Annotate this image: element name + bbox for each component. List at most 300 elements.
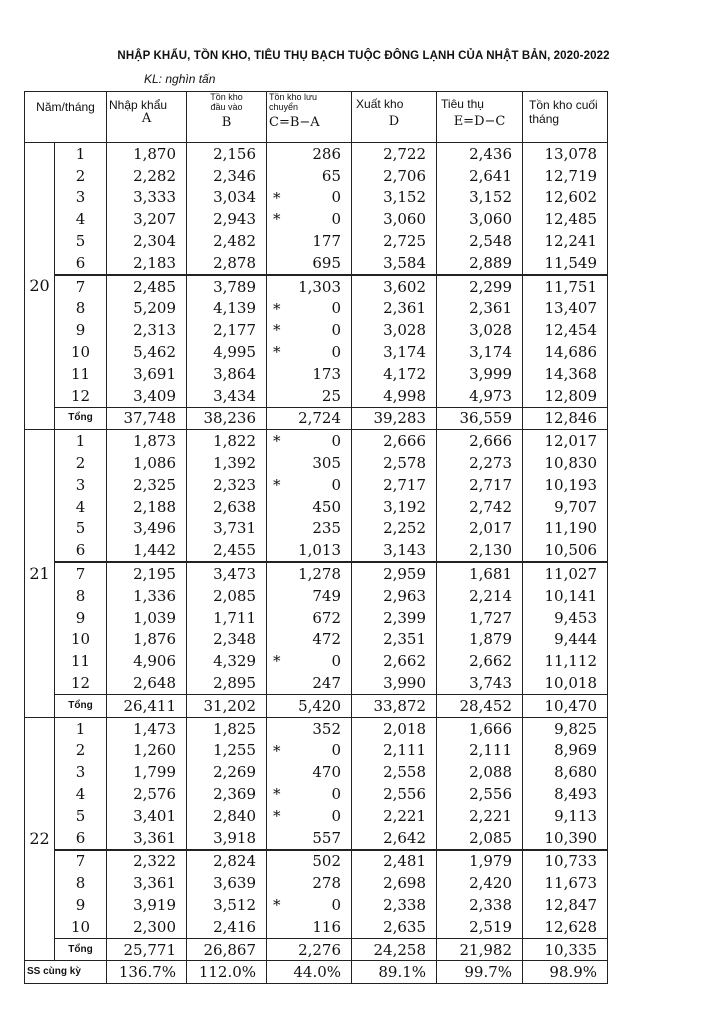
month-cell: 8 xyxy=(55,872,107,894)
outflow-cell: 2,706 xyxy=(352,165,437,187)
opening-stock-cell: 2,177 xyxy=(187,319,267,341)
circulating-stock-cell xyxy=(267,143,352,165)
closing-stock-cell: 12,454 xyxy=(523,319,608,341)
outflow-cell: 3,060 xyxy=(352,208,437,230)
header-c-label: Tồn kho lưu chuyển xyxy=(269,92,318,112)
outflow-cell: 2,399 xyxy=(352,607,437,629)
opening-stock-ss: 112.0% xyxy=(187,961,267,984)
closing-stock-cell: 10,193 xyxy=(523,474,608,496)
closing-stock-cell: 11,112 xyxy=(523,650,608,672)
table-row xyxy=(25,872,608,894)
outflow-cell: 3,152 xyxy=(352,187,437,209)
header-col-a xyxy=(107,92,187,143)
import-cell: 3,361 xyxy=(107,827,187,850)
circulating-stock-value: 1,303 xyxy=(298,277,342,296)
circulating-stock-cell xyxy=(267,894,352,916)
circulating-stock-cell xyxy=(267,452,352,474)
import-cell: 4,906 xyxy=(107,650,187,672)
import-cell: 1,336 xyxy=(107,585,187,607)
table-row xyxy=(25,474,608,496)
table-row xyxy=(25,319,608,341)
circulating-stock-cell xyxy=(267,208,352,230)
import-cell: 2,325 xyxy=(107,474,187,496)
month-cell: 3 xyxy=(55,761,107,783)
outflow-cell: 2,221 xyxy=(352,805,437,827)
consumption-cell: 3,743 xyxy=(437,672,523,694)
outflow-cell: 2,717 xyxy=(352,474,437,496)
circulating-stock-cell xyxy=(267,187,352,209)
circulating-stock-cell xyxy=(267,474,352,496)
asterisk-mark: * xyxy=(273,432,281,451)
closing-stock-cell: 9,444 xyxy=(523,629,608,651)
closing-stock-cell: 9,453 xyxy=(523,607,608,629)
table-row xyxy=(25,827,608,850)
import-total: 37,748 xyxy=(107,407,187,430)
closing-stock-cell: 12,017 xyxy=(523,430,608,452)
import-cell: 2,576 xyxy=(107,783,187,805)
import-cell: 5,462 xyxy=(107,341,187,363)
table-row xyxy=(25,187,608,209)
import-cell: 1,799 xyxy=(107,761,187,783)
consumption-cell: 2,338 xyxy=(437,894,523,916)
closing-stock-cell: 8,680 xyxy=(523,761,608,783)
outflow-cell: 2,698 xyxy=(352,872,437,894)
closing-stock-cell: 12,847 xyxy=(523,894,608,916)
consumption-cell: 3,152 xyxy=(437,187,523,209)
import-cell: 2,183 xyxy=(107,252,187,275)
month-cell: 9 xyxy=(55,607,107,629)
consumption-cell: 2,085 xyxy=(437,827,523,850)
table-row xyxy=(25,518,608,540)
import-cell: 2,304 xyxy=(107,230,187,252)
circulating-stock-value: 173 xyxy=(312,364,342,383)
outflow-cell: 3,990 xyxy=(352,672,437,694)
closing-stock-cell: 8,969 xyxy=(523,740,608,762)
circulating-stock-cell xyxy=(267,672,352,694)
circulating-stock-value: 65 xyxy=(321,166,342,185)
import-cell: 2,195 xyxy=(107,562,187,585)
opening-stock-cell: 2,878 xyxy=(187,252,267,275)
circulating-stock-value: 502 xyxy=(312,852,342,871)
import-cell: 3,401 xyxy=(107,805,187,827)
header-col-d xyxy=(352,92,437,143)
circulating-stock-value: 0 xyxy=(331,652,342,671)
closing-stock-cell: 11,027 xyxy=(523,562,608,585)
circulating-stock-cell xyxy=(267,872,352,894)
table-row xyxy=(25,496,608,518)
circulating-stock-value: 305 xyxy=(312,454,342,473)
month-cell: 1 xyxy=(55,717,107,739)
asterisk-mark: * xyxy=(273,321,281,340)
table-row xyxy=(25,894,608,916)
closing-stock-cell: 9,707 xyxy=(523,496,608,518)
closing-stock-ss: 98.9% xyxy=(523,961,608,984)
header-a-formula: A xyxy=(141,111,152,126)
opening-stock-total: 31,202 xyxy=(187,694,267,717)
month-cell: 9 xyxy=(55,894,107,916)
month-cell: 10 xyxy=(55,341,107,363)
circulating-stock-ss: 44.0% xyxy=(267,961,352,984)
circulating-stock-cell xyxy=(267,585,352,607)
opening-stock-cell: 3,434 xyxy=(187,385,267,407)
opening-stock-total: 38,236 xyxy=(187,407,267,430)
asterisk-mark: * xyxy=(273,475,281,494)
import-cell: 1,876 xyxy=(107,629,187,651)
outflow-total: 24,258 xyxy=(352,938,437,961)
import-cell: 2,282 xyxy=(107,165,187,187)
opening-stock-cell: 3,864 xyxy=(187,363,267,385)
outflow-cell: 2,351 xyxy=(352,629,437,651)
outflow-cell: 2,635 xyxy=(352,916,437,938)
opening-stock-cell: 3,918 xyxy=(187,827,267,850)
circulating-stock-value: 0 xyxy=(331,210,342,229)
outflow-cell: 2,963 xyxy=(352,585,437,607)
page-title: NHẬP KHẨU, TỒN KHO, TIÊU THỤ BẠCH TUỘC ĐÔNG LẠNH CỦA NHẬT BẢN, 2020-2022 xyxy=(117,50,610,62)
month-cell: 6 xyxy=(55,252,107,275)
circulating-stock-cell xyxy=(267,518,352,540)
month-cell: 6 xyxy=(55,539,107,562)
circulating-stock-cell xyxy=(267,827,352,850)
opening-stock-cell: 2,482 xyxy=(187,230,267,252)
opening-stock-total: 26,867 xyxy=(187,938,267,961)
outflow-cell: 2,361 xyxy=(352,298,437,320)
month-cell: 3 xyxy=(55,474,107,496)
table-row xyxy=(25,539,608,562)
consumption-cell: 2,666 xyxy=(437,430,523,452)
month-cell: 2 xyxy=(55,740,107,762)
circulating-stock-value: 695 xyxy=(312,253,342,272)
outflow-cell: 2,558 xyxy=(352,761,437,783)
month-cell: 3 xyxy=(55,187,107,209)
consumption-cell: 2,548 xyxy=(437,230,523,252)
header-row xyxy=(25,92,608,143)
table-row xyxy=(25,761,608,783)
closing-stock-cell: 12,719 xyxy=(523,165,608,187)
data-table xyxy=(24,91,608,984)
opening-stock-cell: 2,943 xyxy=(187,208,267,230)
opening-stock-cell: 3,512 xyxy=(187,894,267,916)
asterisk-mark: * xyxy=(273,188,281,207)
opening-stock-cell: 2,840 xyxy=(187,805,267,827)
closing-stock-cell: 10,506 xyxy=(523,539,608,562)
import-cell: 1,039 xyxy=(107,607,187,629)
header-d-formula: D xyxy=(388,114,400,129)
circulating-stock-cell xyxy=(267,607,352,629)
table-row xyxy=(25,740,608,762)
import-cell: 1,086 xyxy=(107,452,187,474)
total-label: Tổng xyxy=(55,938,107,961)
ss-row xyxy=(25,961,608,984)
consumption-cell: 2,519 xyxy=(437,916,523,938)
circulating-stock-value: 352 xyxy=(312,719,342,738)
asterisk-mark: * xyxy=(273,896,281,915)
consumption-cell: 2,111 xyxy=(437,740,523,762)
table-row xyxy=(25,916,608,938)
header-f-label: Tồn kho cuối tháng xyxy=(529,98,598,126)
outflow-cell: 3,028 xyxy=(352,319,437,341)
import-cell: 2,648 xyxy=(107,672,187,694)
circulating-stock-value: 0 xyxy=(331,432,342,451)
table-row xyxy=(25,341,608,363)
outflow-cell: 2,642 xyxy=(352,827,437,850)
import-cell: 3,333 xyxy=(107,187,187,209)
table-row xyxy=(25,385,608,407)
table-body xyxy=(25,143,608,984)
import-cell: 3,409 xyxy=(107,385,187,407)
month-cell: 2 xyxy=(55,452,107,474)
closing-stock-total: 10,335 xyxy=(523,938,608,961)
circulating-stock-total: 5,420 xyxy=(267,694,352,717)
opening-stock-cell: 2,156 xyxy=(187,143,267,165)
outflow-cell: 2,959 xyxy=(352,562,437,585)
closing-stock-cell: 12,602 xyxy=(523,187,608,209)
table-row xyxy=(25,585,608,607)
opening-stock-cell: 1,822 xyxy=(187,430,267,452)
circulating-stock-value: 0 xyxy=(331,741,342,760)
outflow-total: 39,283 xyxy=(352,407,437,430)
circulating-stock-value: 278 xyxy=(312,874,342,893)
circulating-stock-value: 1,278 xyxy=(298,565,342,584)
consumption-cell: 2,130 xyxy=(437,539,523,562)
month-cell: 4 xyxy=(55,496,107,518)
outflow-ss: 89.1% xyxy=(352,961,437,984)
table-row xyxy=(25,230,608,252)
import-cell: 3,496 xyxy=(107,518,187,540)
outflow-cell: 2,578 xyxy=(352,452,437,474)
opening-stock-cell: 4,139 xyxy=(187,298,267,320)
opening-stock-cell: 1,825 xyxy=(187,717,267,739)
header-d-label: Xuất kho xyxy=(356,97,404,111)
month-cell: 9 xyxy=(55,319,107,341)
total-row xyxy=(25,694,608,717)
table-row xyxy=(25,850,608,873)
import-cell: 5,209 xyxy=(107,298,187,320)
import-cell: 1,870 xyxy=(107,143,187,165)
consumption-cell: 2,641 xyxy=(437,165,523,187)
circulating-stock-value: 0 xyxy=(331,475,342,494)
month-cell: 1 xyxy=(55,430,107,452)
circulating-stock-value: 286 xyxy=(312,144,342,163)
table-row xyxy=(25,298,608,320)
month-cell: 2 xyxy=(55,165,107,187)
closing-stock-cell: 13,078 xyxy=(523,143,608,165)
import-cell: 3,207 xyxy=(107,208,187,230)
consumption-cell: 1,727 xyxy=(437,607,523,629)
month-cell: 1 xyxy=(55,143,107,165)
header-b-formula: B xyxy=(221,115,232,130)
circulating-stock-cell xyxy=(267,385,352,407)
table-row xyxy=(25,363,608,385)
closing-stock-cell: 9,113 xyxy=(523,805,608,827)
consumption-cell: 2,361 xyxy=(437,298,523,320)
opening-stock-cell: 2,348 xyxy=(187,629,267,651)
circulating-stock-cell xyxy=(267,650,352,672)
consumption-cell: 2,214 xyxy=(437,585,523,607)
consumption-cell: 2,088 xyxy=(437,761,523,783)
circulating-stock-cell xyxy=(267,275,352,298)
circulating-stock-total: 2,724 xyxy=(267,407,352,430)
year-cell: 21 xyxy=(25,430,55,717)
table-row xyxy=(25,165,608,187)
consumption-cell: 1,681 xyxy=(437,562,523,585)
circulating-stock-cell xyxy=(267,916,352,938)
circulating-stock-value: 472 xyxy=(312,630,342,649)
outflow-cell: 2,338 xyxy=(352,894,437,916)
opening-stock-cell: 4,329 xyxy=(187,650,267,672)
asterisk-mark: * xyxy=(273,343,281,362)
closing-stock-cell: 11,549 xyxy=(523,252,608,275)
circulating-stock-cell xyxy=(267,165,352,187)
table-row xyxy=(25,629,608,651)
closing-stock-cell: 10,830 xyxy=(523,452,608,474)
circulating-stock-value: 177 xyxy=(312,232,342,251)
circulating-stock-value: 0 xyxy=(331,343,342,362)
table-row xyxy=(25,562,608,585)
month-cell: 11 xyxy=(55,363,107,385)
circulating-stock-value: 25 xyxy=(321,386,342,405)
circulating-stock-value: 0 xyxy=(331,806,342,825)
outflow-cell: 2,111 xyxy=(352,740,437,762)
month-cell: 6 xyxy=(55,827,107,850)
total-label: Tổng xyxy=(55,407,107,430)
month-cell: 7 xyxy=(55,850,107,873)
consumption-cell: 3,060 xyxy=(437,208,523,230)
import-total: 25,771 xyxy=(107,938,187,961)
unit-label: KL: nghìn tấn xyxy=(144,72,216,86)
opening-stock-cell: 2,638 xyxy=(187,496,267,518)
opening-stock-cell: 3,789 xyxy=(187,275,267,298)
import-cell: 3,691 xyxy=(107,363,187,385)
consumption-cell: 3,174 xyxy=(437,341,523,363)
consumption-ss: 99.7% xyxy=(437,961,523,984)
month-cell: 7 xyxy=(55,275,107,298)
import-cell: 2,188 xyxy=(107,496,187,518)
outflow-cell: 2,481 xyxy=(352,850,437,873)
month-cell: 4 xyxy=(55,783,107,805)
total-row xyxy=(25,407,608,430)
opening-stock-cell: 2,369 xyxy=(187,783,267,805)
import-cell: 1,260 xyxy=(107,740,187,762)
closing-stock-cell: 12,241 xyxy=(523,230,608,252)
circulating-stock-value: 1,013 xyxy=(298,541,342,560)
asterisk-mark: * xyxy=(273,210,281,229)
consumption-cell: 2,273 xyxy=(437,452,523,474)
circulating-stock-cell xyxy=(267,717,352,739)
table-row xyxy=(25,650,608,672)
circulating-stock-value: 0 xyxy=(331,785,342,803)
closing-stock-cell: 10,390 xyxy=(523,827,608,850)
header-col-e xyxy=(437,92,523,143)
outflow-cell: 2,666 xyxy=(352,430,437,452)
outflow-cell: 3,143 xyxy=(352,539,437,562)
month-cell: 11 xyxy=(55,650,107,672)
import-cell: 3,919 xyxy=(107,894,187,916)
closing-stock-cell: 12,809 xyxy=(523,385,608,407)
header-year-month: Năm/tháng xyxy=(25,92,107,143)
opening-stock-cell: 2,895 xyxy=(187,672,267,694)
circulating-stock-cell xyxy=(267,539,352,562)
import-cell: 2,300 xyxy=(107,916,187,938)
asterisk-mark: * xyxy=(273,785,281,804)
consumption-cell: 2,889 xyxy=(437,252,523,275)
circulating-stock-value: 0 xyxy=(331,188,342,207)
closing-stock-cell: 11,673 xyxy=(523,872,608,894)
header-c-formula: C=B−A xyxy=(269,115,320,130)
opening-stock-cell: 3,034 xyxy=(187,187,267,209)
consumption-cell: 2,662 xyxy=(437,650,523,672)
circulating-stock-cell xyxy=(267,252,352,275)
consumption-cell: 3,999 xyxy=(437,363,523,385)
opening-stock-cell: 1,711 xyxy=(187,607,267,629)
import-cell: 2,485 xyxy=(107,275,187,298)
header-col-f xyxy=(523,92,608,143)
opening-stock-cell: 2,824 xyxy=(187,850,267,873)
opening-stock-cell: 4,995 xyxy=(187,341,267,363)
asterisk-mark: * xyxy=(273,299,281,318)
consumption-cell: 2,299 xyxy=(437,275,523,298)
table-row xyxy=(25,143,608,165)
circulating-stock-value: 557 xyxy=(312,828,342,847)
header-e-label: Tiêu thụ xyxy=(441,97,484,111)
outflow-cell: 4,172 xyxy=(352,363,437,385)
closing-stock-cell: 8,493 xyxy=(523,783,608,805)
circulating-stock-cell xyxy=(267,430,352,452)
opening-stock-cell: 2,323 xyxy=(187,474,267,496)
outflow-cell: 3,584 xyxy=(352,252,437,275)
closing-stock-cell: 10,141 xyxy=(523,585,608,607)
opening-stock-cell: 1,255 xyxy=(187,740,267,762)
month-cell: 12 xyxy=(55,672,107,694)
closing-stock-total: 10,470 xyxy=(523,694,608,717)
import-cell: 2,322 xyxy=(107,850,187,873)
consumption-cell: 2,221 xyxy=(437,805,523,827)
closing-stock-cell: 14,686 xyxy=(523,341,608,363)
circulating-stock-cell xyxy=(267,562,352,585)
outflow-cell: 2,252 xyxy=(352,518,437,540)
table-row xyxy=(25,208,608,230)
asterisk-mark: * xyxy=(273,806,281,825)
circulating-stock-cell xyxy=(267,740,352,762)
opening-stock-cell: 3,473 xyxy=(187,562,267,585)
consumption-cell: 1,666 xyxy=(437,717,523,739)
consumption-total: 21,982 xyxy=(437,938,523,961)
opening-stock-cell: 3,639 xyxy=(187,872,267,894)
month-cell: 5 xyxy=(55,805,107,827)
header-col-b xyxy=(187,92,267,143)
month-cell: 5 xyxy=(55,518,107,540)
import-cell: 1,473 xyxy=(107,717,187,739)
asterisk-mark: * xyxy=(273,652,281,671)
circulating-stock-total: 2,276 xyxy=(267,938,352,961)
month-cell: 10 xyxy=(55,916,107,938)
consumption-cell: 3,028 xyxy=(437,319,523,341)
table-row xyxy=(25,252,608,275)
month-cell: 8 xyxy=(55,298,107,320)
consumption-total: 28,452 xyxy=(437,694,523,717)
consumption-cell: 2,742 xyxy=(437,496,523,518)
circulating-stock-cell xyxy=(267,629,352,651)
month-cell: 8 xyxy=(55,585,107,607)
outflow-cell: 2,662 xyxy=(352,650,437,672)
opening-stock-cell: 2,269 xyxy=(187,761,267,783)
import-cell: 1,873 xyxy=(107,430,187,452)
import-cell: 2,313 xyxy=(107,319,187,341)
closing-stock-cell: 13,407 xyxy=(523,298,608,320)
month-cell: 4 xyxy=(55,208,107,230)
circulating-stock-value: 235 xyxy=(312,519,342,538)
ss-label: SS cùng kỳ xyxy=(25,961,107,984)
circulating-stock-value: 672 xyxy=(312,608,342,627)
